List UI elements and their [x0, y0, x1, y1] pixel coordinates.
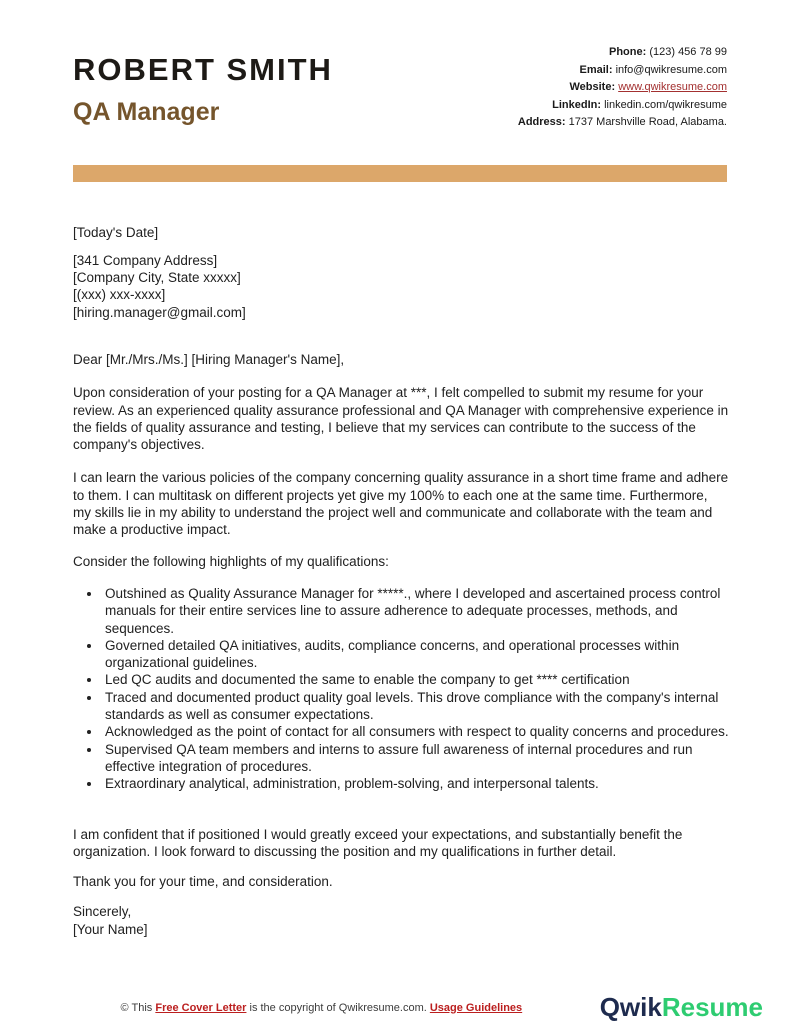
phone-label: Phone: — [608, 46, 647, 58]
letter-header — [73, 44, 727, 132]
copyright-note — [73, 1002, 600, 1014]
recipient-line-city: [Company City, State xxxxx] — [73, 270, 241, 286]
linkedin-value: linkedin.com/qwikresume — [604, 98, 727, 111]
bullet-item: • Outshined as Quality Assurance Manager for *****., where I developed and ascertained process control manuals for their entire services line to assure adherence to adequate processes, methods, and sequences. — [102, 585, 729, 637]
accent-divider-bar — [73, 165, 727, 182]
copyright-prefix: © This — [120, 1001, 153, 1014]
usage-guidelines-link[interactable]: Usage Guidelines — [429, 1001, 523, 1014]
salutation: Dear [Mr./Mrs./Ms.] [Hiring Manager's Name], — [73, 351, 345, 367]
bullet-item: • Supervised QA team members and interns to assure full awareness of internal procedures and run effective integration of procedures. — [102, 741, 729, 776]
logo-qwik-text: Qwik — [599, 992, 662, 1022]
body-paragraph-1: Upon consideration of your posting for a QA Manager at ***, I felt compelled to submit my resume for your review. As an experienced quality assurance professional and QA Manager with comprehensive experience in the fields of quality assurance and testing, I believe that my services can contribute to the success of the company's objectives. — [73, 385, 729, 453]
bullet-item: • Traced and documented product quality goal levels. This drove compliance with the company's internal standards as well as consumer expectations. — [102, 689, 729, 724]
highlights-intro: Consider the following highlights of my qualifications: — [73, 553, 389, 569]
website-link[interactable]: www.qwikresume.com — [618, 81, 727, 93]
qualifications-list — [73, 585, 729, 793]
address-value: 1737 Marshville Road, Alabama. — [568, 116, 727, 128]
email-label: Email: — [579, 63, 613, 76]
page-footer — [73, 992, 763, 1023]
date-line: [Today's Date] — [73, 224, 159, 240]
contact-block — [518, 44, 727, 132]
bullet-item: • Led QC audits and documented the same to enable the company to get **** certification — [102, 671, 729, 688]
bullet-item: • Governed detailed QA initiatives, audits, compliance concerns, and operational processes within organizational guidelines. — [102, 637, 729, 672]
copyright-middle: is the copyright of Qwikresume.com. — [249, 1001, 427, 1014]
linkedin-label: LinkedIn: — [552, 98, 602, 111]
bullet-item: • Extraordinary analytical, administration, problem-solving, and interpersonal talents. — [102, 775, 729, 792]
contact-phone — [518, 44, 727, 62]
recipient-line-email: [hiring.manager@gmail.com] — [73, 304, 246, 320]
signature-name: [Your Name] — [73, 921, 148, 937]
contact-address — [518, 114, 727, 132]
job-title: QA Manager — [73, 98, 220, 126]
free-cover-letter-link[interactable]: Free Cover Letter — [155, 1001, 247, 1014]
phone-value: (123) 456 78 99 — [649, 46, 727, 58]
address-label: Address: — [517, 116, 566, 128]
email-value: info@qwikresume.com — [615, 63, 727, 76]
recipient-block — [73, 252, 729, 321]
recipient-line-address: [341 Company Address] — [73, 252, 218, 268]
person-name: ROBERT SMITH — [73, 52, 333, 87]
signoff: Sincerely, — [73, 904, 132, 920]
signoff-block — [73, 903, 729, 938]
closing-paragraph: I am confident that if positioned I would greatly exceed your expectations, and substantially benefit the organization. I look forward to discussing the position and my qualifications in further detail. — [73, 826, 683, 859]
qwikresume-logo[interactable] — [600, 992, 763, 1023]
contact-linkedin — [518, 97, 727, 115]
body-paragraph-2: I can learn the various policies of the company concerning quality assurance in a short time frame and adhere to them. I can multitask on different projects yet give my 100% to each one at the same time. Furthermore, my skills lie in my ability to understand the project well and communicate and collaborate with the team and make a productive impact. — [73, 470, 729, 538]
letter-body — [73, 224, 729, 939]
contact-email — [518, 62, 727, 80]
bullet-item: • Acknowledged as the point of contact for all consumers with respect to quality concerns and procedures. — [102, 723, 729, 740]
identity-block — [73, 44, 333, 127]
recipient-line-phone: [(xxx) xxx-xxxx] — [73, 287, 166, 303]
contact-website — [518, 79, 727, 97]
logo-resume-text: Resume — [661, 992, 763, 1022]
thanks-line: Thank you for your time, and consideration. — [73, 874, 333, 890]
website-label: Website: — [569, 81, 616, 93]
